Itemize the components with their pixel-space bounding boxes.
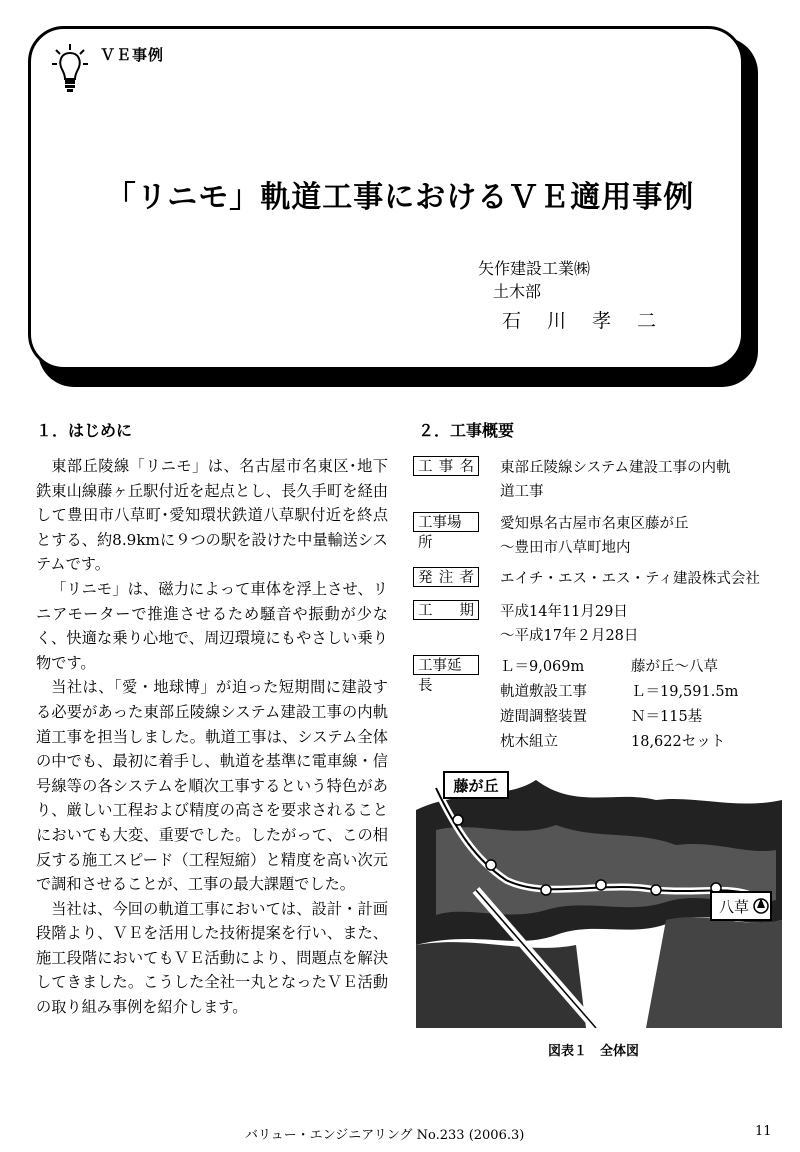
map-label-start: 藤が丘 <box>453 777 499 795</box>
extension-row-name: Ｌ＝9,069m <box>500 659 585 675</box>
lightbulb-icon <box>52 42 88 94</box>
author-department: 土木部 <box>493 282 542 301</box>
extension-row-name: 枕木組立 <box>500 734 558 750</box>
paragraph: 当社は、今回の軌道工事においては、設計・計画段階より、ＶＥを活用した技術提案を行い、また、施工段階においてもＶＥ活動により、問題点を解決してきました。こうした全社一丸となったＶＥ活動の取り組み事例を紹介します。 <box>36 899 388 1017</box>
overview-value: 平成14年11月29日 <box>500 604 628 620</box>
overview-value: エイチ・エス・エス・ティ建設株式会社 <box>500 571 760 587</box>
extension-row-value: 藤が丘～八草 <box>631 659 718 675</box>
overview-value: 愛知県名古屋市名東区藤が丘 <box>500 516 689 532</box>
overview-label-client: 発 注 者 <box>413 567 479 587</box>
extension-row-name: 軌道敷設工事 <box>500 684 587 700</box>
overview-label-location: 工事場所 <box>413 512 479 532</box>
overview-value: ～豊田市八草町地内 <box>500 540 631 556</box>
extension-row-name: 遊間調整装置 <box>500 709 587 725</box>
route-map <box>416 770 782 1028</box>
section-label: ＶＥ事例 <box>100 46 165 64</box>
page-number: 11 <box>755 1124 772 1139</box>
overview-label-project-name: 工 事 名 <box>413 456 479 476</box>
paragraph: 「リニモ」は、磁力によって車体を浮上させ、リニアモーターで推進させるため騒音や振動が少なく、快適な乗り心地で、周辺環境にもやさしい乗り物です。 <box>36 579 388 672</box>
section2-heading: ２．工事概要 <box>418 421 515 440</box>
author-company: 矢作建設工業㈱ <box>478 259 591 278</box>
section1-heading: １．はじめに <box>36 421 133 440</box>
overview-value: 東部丘陵線システム建設工事の内軌 <box>500 460 731 476</box>
footer-journal: バリュー・エンジニアリング No.233 (2006.3) <box>245 1128 525 1143</box>
paragraph: 東部丘陵線「リニモ」は、名古屋市名東区･地下鉄東山線藤ヶ丘駅付近を起点とし、長久手町を経由して豊田市八草町･愛知環状鉄道八草駅付近を終点とする、約8.9kmに９つの駅を設けた中量輸送システムです。 <box>36 457 388 574</box>
author-name: 石川孝二 <box>502 310 683 332</box>
overview-label-period: 工 期 <box>413 600 479 620</box>
extension-row-value: 18,622セット <box>631 734 726 750</box>
overview-label-extension: 工事延長 <box>413 655 479 675</box>
extension-row-value: Ｎ＝115基 <box>631 709 703 725</box>
overview-value: ～平成17年２月28日 <box>500 628 639 644</box>
overview-value: 道工事 <box>500 484 544 500</box>
page-title: 「リニモ」軌道工事におけるＶＥ適用事例 <box>105 180 695 215</box>
figure-caption: 図表１ 全体図 <box>548 1044 640 1059</box>
map-label-end: 八草 <box>718 898 750 916</box>
section1-body <box>36 454 388 1020</box>
north-arrow-icon <box>754 898 768 913</box>
extension-row-value: Ｌ＝19,591.5m <box>631 684 739 700</box>
paragraph: 当社は、「愛・地球博」が迫った短期間に建設する必要があった東部丘陵線システム建設工事の内軌道工事を担当しました。軌道工事は、システム全体の中でも、最初に着手し、軌道を基準に電車線・信号線等の各システムを順次工事するという特色があり、厳しい工程および精度の高さを要求されることにおいても大変、重要でした。したがって、この相反する施工スピード（工程短縮）と精度を高い次元で調和させることが、工事の最大課題でした。 <box>36 678 388 894</box>
